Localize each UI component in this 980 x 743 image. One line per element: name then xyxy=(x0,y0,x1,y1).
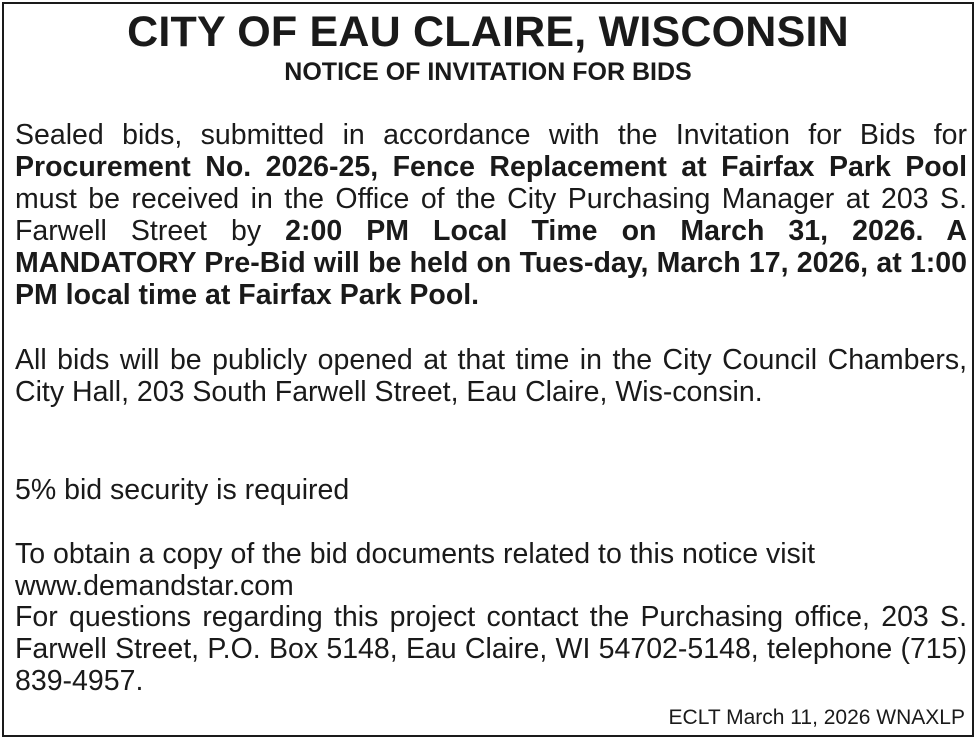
bid-notice xyxy=(2,2,974,737)
documents-paragraph xyxy=(15,538,967,602)
documents-website: www.demandstar.com xyxy=(15,570,294,602)
bid-opening-paragraph: All bids will be publicly opened at that time in the City Council Chambers, City Hall, 203 South Farwell Street, Eau Claire, Wis-consin. xyxy=(15,344,967,408)
notice-title: CITY OF EAU CLAIRE, WISCONSIN xyxy=(127,8,849,56)
procurement-title: Procurement No. 2026-25, Fence Replacement at Fairfax Park Pool xyxy=(15,151,967,183)
contact-paragraph: For questions regarding this project contact the Purchasing office, 203 S. Farwell Street, P.O. Box 5148, Eau Claire, WI 54702-5148, telephone (715) 839-4957. xyxy=(15,601,967,697)
notice-subtitle: NOTICE OF INVITATION FOR BIDS xyxy=(284,58,692,86)
deadline-and-prebid: 2:00 PM Local Time on March 31, 2026. A MANDATORY Pre-Bid will be held on Tues-day, March 17, 2026, at 1:00 PM local time at Fairfax Park Pool. xyxy=(15,215,967,311)
bid-security-paragraph: 5% bid security is required xyxy=(15,474,350,506)
documents-text: To obtain a copy of the bid documents related to this notice visit xyxy=(15,538,816,570)
bid-submission-paragraph xyxy=(15,119,967,311)
submission-text-b: must be received in the Office of the City Purchasing Manager at 203 S. Farwell Street by xyxy=(15,183,967,247)
publication-footer: ECLT March 11, 2026 WNAXLP xyxy=(668,706,965,729)
submission-text-a: Sealed bids, submitted in accordance with the Invitation for Bids for xyxy=(15,119,967,151)
